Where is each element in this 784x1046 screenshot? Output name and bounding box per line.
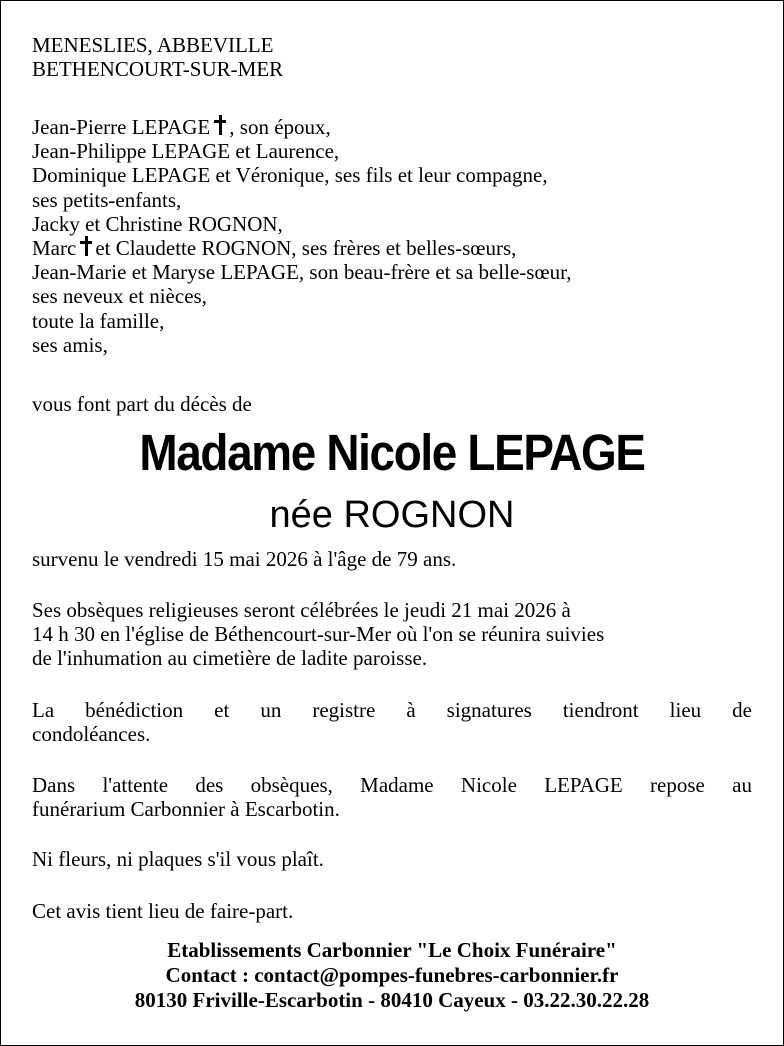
family-line-8: ses neveux et nièces, [32, 284, 207, 309]
family-line-4: ses petits-enfants, [32, 187, 182, 212]
notice-paragraph [32, 899, 752, 923]
viewing-line-2: funérarium Carbonnier à Escarbotin. [32, 797, 340, 822]
flowers-text: Ni fleurs, ni plaques s'il vous plaît. [32, 847, 324, 871]
cross-icon [80, 236, 92, 256]
family-line-7: Jean-Marie et Maryse LEPAGE, son beau-frère et sa belle-sœur, [32, 260, 572, 285]
viewing-paragraph [32, 773, 752, 821]
family-line-5: Jacky et Christine ROGNON, [32, 211, 283, 236]
header-places [32, 33, 752, 81]
family-list [32, 115, 752, 357]
family-line-6-rest: et Claudette ROGNON, ses frères et belles-sœurs, [95, 236, 517, 261]
family-line-1 [32, 115, 752, 139]
family-line-6-name: Marc [32, 236, 77, 261]
family-line-1-name: Jean-Pierre LEPAGE [32, 115, 211, 139]
deceased-name: Madame Nicole LEPAGE [139, 424, 645, 481]
address-line: 80130 Friville-Escarbotin - 80410 Cayeux - 03.22.30.22.28 [134, 988, 650, 1012]
family-line-6 [32, 236, 752, 260]
blessing-line-1: La bénédiction et un registre à signatures tiendront lieu de [32, 698, 752, 722]
family-line-10: ses amis, [32, 332, 108, 357]
family-line-2: Jean-Philippe LEPAGE et Laurence, [32, 139, 340, 164]
contact-line: Contact : contact@pompes-funebres-carbonnier.fr [165, 963, 619, 987]
viewing-line-1: Dans l'attente des obsèques, Madame Nicole LEPAGE repose au [32, 773, 752, 797]
place-line-1: MENESLIES, ABBEVILLE [32, 33, 274, 57]
funeral-line-3: de l'inhumation au cimetière de ladite paroisse. [32, 646, 428, 671]
maiden-name: née ROGNON [269, 494, 515, 536]
funeral-home-footer [1, 938, 783, 1013]
notice-text: Cet avis tient lieu de faire-part. [32, 899, 294, 923]
flowers-paragraph [32, 847, 752, 871]
place-line-2: BETHENCOURT-SUR-MER [32, 57, 284, 82]
funeral-line-1: Ses obsèques religieuses seront célébrées le jeudi 21 mai 2026 à [32, 598, 571, 622]
death-details [32, 547, 752, 571]
family-line-3: Dominique LEPAGE et Véronique, ses fils et leur compagne, [32, 163, 548, 188]
announce-text: vous font part du décès de [32, 392, 252, 416]
blessing-paragraph [32, 698, 752, 746]
funeral-paragraph [32, 598, 752, 671]
company-name: Etablissements Carbonnier "Le Choix Funéraire" [167, 938, 617, 962]
death-text: survenu le vendredi 15 mai 2026 à l'âge de 79 ans. [32, 547, 457, 571]
blessing-line-2: condoléances. [32, 722, 151, 747]
announcement [32, 392, 752, 416]
family-line-1-rest: , son époux, [229, 115, 331, 139]
funeral-line-2: 14 h 30 en l'église de Béthencourt-sur-Mer où l'on se réunira suivies [32, 622, 605, 647]
cross-icon [214, 115, 226, 135]
family-line-9: toute la famille, [32, 308, 165, 333]
